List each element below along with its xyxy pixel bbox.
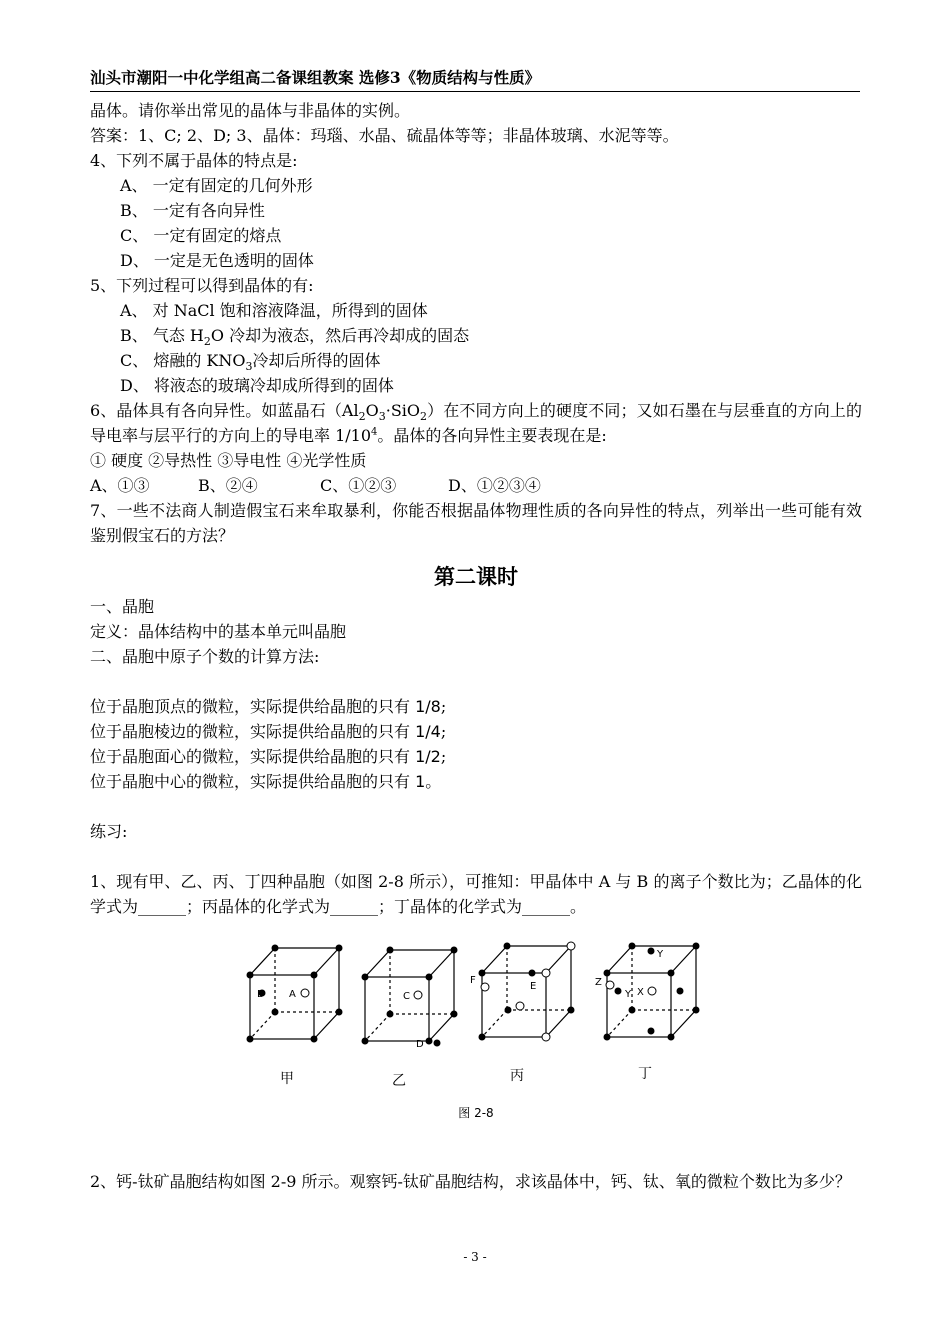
cell-name-bing: 丙 [510, 1068, 524, 1084]
q6-option-d: D、①②③④ [448, 476, 541, 495]
practice-question-1: 1、现有甲、乙、丙、丁四种晶胞（如图 2-8 所示），可推知：甲晶体中 A 与 B 的离子个数比为；乙晶体的化学式为______；丙晶体的化学式为______；丁晶体的化学式为______。 [90, 872, 862, 916]
rule-edge: 位于晶胞棱边的微粒，实际提供给晶胞的只有 1/4; [90, 722, 447, 741]
crystal-cells-diagram [90, 919, 862, 1119]
practice-heading: 练习: [90, 822, 128, 841]
q5-option-d: D、 将液态的玻璃冷却成所得到的固体 [120, 376, 394, 395]
document-body [90, 98, 862, 1194]
atom-label-x: X [637, 987, 644, 998]
q4-option-b: B、 一定有各向异性 [120, 201, 265, 220]
q6-option-c: C、①②③ [320, 476, 397, 495]
atom-label-d: D [416, 1039, 424, 1050]
practice-question-2: 2、钙-钛矿晶胞结构如图 2-9 所示。观察钙-钛矿晶胞结构，求该晶体中，钙、钛、氧的微粒个数比为多少？ [90, 1172, 851, 1191]
q5-option-c: C、 熔融的 $KNO_3$冷却后所得的固体 [120, 351, 381, 374]
rule-face: 位于晶胞面心的微粒，实际提供给晶胞的只有 1/2; [90, 747, 447, 766]
question-5: 5、下列过程可以得到晶体的有: [90, 276, 314, 295]
atom-label-c: C [403, 991, 410, 1002]
atom-label-b: B [257, 989, 264, 1000]
rule-center: 位于晶胞中心的微粒，实际提供给晶胞的只有 1。 [90, 772, 442, 791]
definition-line: 定义：晶体结构中的基本单元叫晶胞 [90, 622, 347, 641]
q4-option-a: A、 一定有固定的几何外形 [120, 176, 313, 195]
q6-properties: ① 硬度 ②导热性 ③导电性 ④光学性质 [90, 451, 367, 470]
q5-option-a: A、 对 NaCl 饱和溶液降温，所得到的固体 [120, 301, 428, 320]
question-4: 4、下列不属于晶体的特点是: [90, 151, 298, 170]
cell-name-ding: 丁 [638, 1066, 652, 1082]
q4-option-c: C、 一定有固定的熔点 [120, 226, 282, 245]
figure-caption: 图 2-8 [458, 1106, 494, 1120]
question-7: 7、一些不法商人制造假宝石来牟取暴利，你能否根据晶体物理性质的各向异性的特点，列举出一些可能有效鉴别假宝石的方法？ [90, 501, 862, 545]
page-header: 汕头市潮阳一中化学组高二备课组教案 选修3《物质结构与性质》 [90, 66, 860, 92]
q6-option-a: A、①③ [90, 476, 150, 495]
question-6: 6、晶体具有各向异性。如蓝晶石$(Al_2O_3\cdot SiO_2)$在不同方向上的硬度不同；又如石墨在与层垂直的方向上的导电率与层平行的方向上的导电率 $1/10^4$。晶体的各向异性主要表现在是: [90, 401, 862, 445]
answer-line: 答案：1、C; 2、D; 3、晶体：玛瑙、水晶、硫晶体等等；非晶体玻璃、水泥等等。 [90, 126, 679, 145]
q6-options [90, 473, 862, 498]
heading-counting: 二、晶胞中原子个数的计算方法: [90, 647, 320, 666]
figure-2-8 [90, 919, 862, 1119]
q5-option-b: B、 气态 $H_2O$ 冷却为液态，然后再冷却成的固态 [120, 326, 470, 349]
atom-label-a: A [289, 989, 296, 1000]
q6-option-b: B、②④ [198, 476, 258, 495]
rule-vertex: 位于晶胞顶点的微粒，实际提供给晶胞的只有 1/8; [90, 697, 447, 716]
atom-label-e: E [530, 981, 537, 992]
atom-label-y: Y [657, 949, 664, 960]
cell-bing [482, 946, 571, 1037]
cell-name-yi: 乙 [392, 1073, 406, 1089]
page-number: - 3 - [463, 1250, 487, 1264]
atom-label-z: Z [595, 977, 602, 988]
q4-option-d: D、 一定是无色透明的固体 [120, 251, 314, 270]
svg-text:Y: Y [625, 989, 632, 1000]
heading-unit-cell: 一、晶胞 [90, 597, 155, 616]
cell-name-jia: 甲 [280, 1071, 294, 1087]
text-line: 晶体。请你举出常见的晶体与非晶体的实例。 [90, 101, 411, 120]
atom-label-f: F [470, 975, 476, 986]
section-title: 第二课时 [434, 564, 518, 589]
